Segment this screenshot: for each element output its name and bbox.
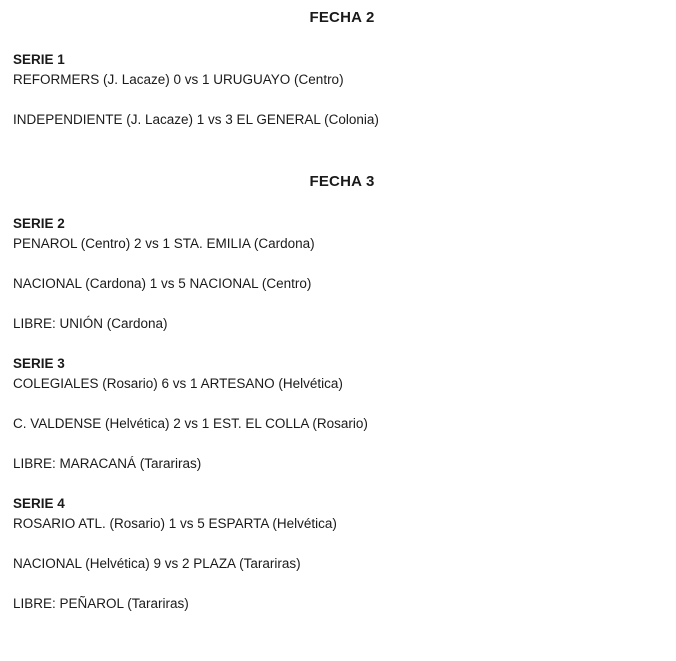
serie-1-label: SERIE 1 xyxy=(13,52,65,67)
match-result: ROSARIO ATL. (Rosario) 1 vs 5 ESPARTA (Helvética) xyxy=(13,516,337,531)
serie-4-label: SERIE 4 xyxy=(13,496,65,511)
serie-2-label: SERIE 2 xyxy=(13,216,65,231)
match-result: C. VALDENSE (Helvética) 2 vs 1 EST. EL COLLA (Rosario) xyxy=(13,416,368,431)
match-result: COLEGIALES (Rosario) 6 vs 1 ARTESANO (Helvética) xyxy=(13,376,343,391)
match-result: NACIONAL (Cardona) 1 vs 5 NACIONAL (Centro) xyxy=(13,276,312,291)
match-result: PENAROL (Centro) 2 vs 1 STA. EMILIA (Cardona) xyxy=(13,236,315,251)
fecha-2-heading: FECHA 2 xyxy=(309,9,375,26)
match-result: NACIONAL (Helvética) 9 vs 2 PLAZA (Tarariras) xyxy=(13,556,301,571)
serie-3-label: SERIE 3 xyxy=(13,356,65,371)
match-result: REFORMERS (J. Lacaze) 0 vs 1 URUGUAYO (Centro) xyxy=(13,72,344,87)
libre-team: LIBRE: PEÑAROL (Tarariras) xyxy=(13,596,189,611)
libre-team: LIBRE: UNIÓN (Cardona) xyxy=(13,316,168,331)
fecha-3-heading: FECHA 3 xyxy=(309,173,375,190)
libre-team: LIBRE: MARACANÁ (Tarariras) xyxy=(13,456,202,471)
match-result: INDEPENDIENTE (J. Lacaze) 1 vs 3 EL GENERAL (Colonia) xyxy=(13,112,379,127)
